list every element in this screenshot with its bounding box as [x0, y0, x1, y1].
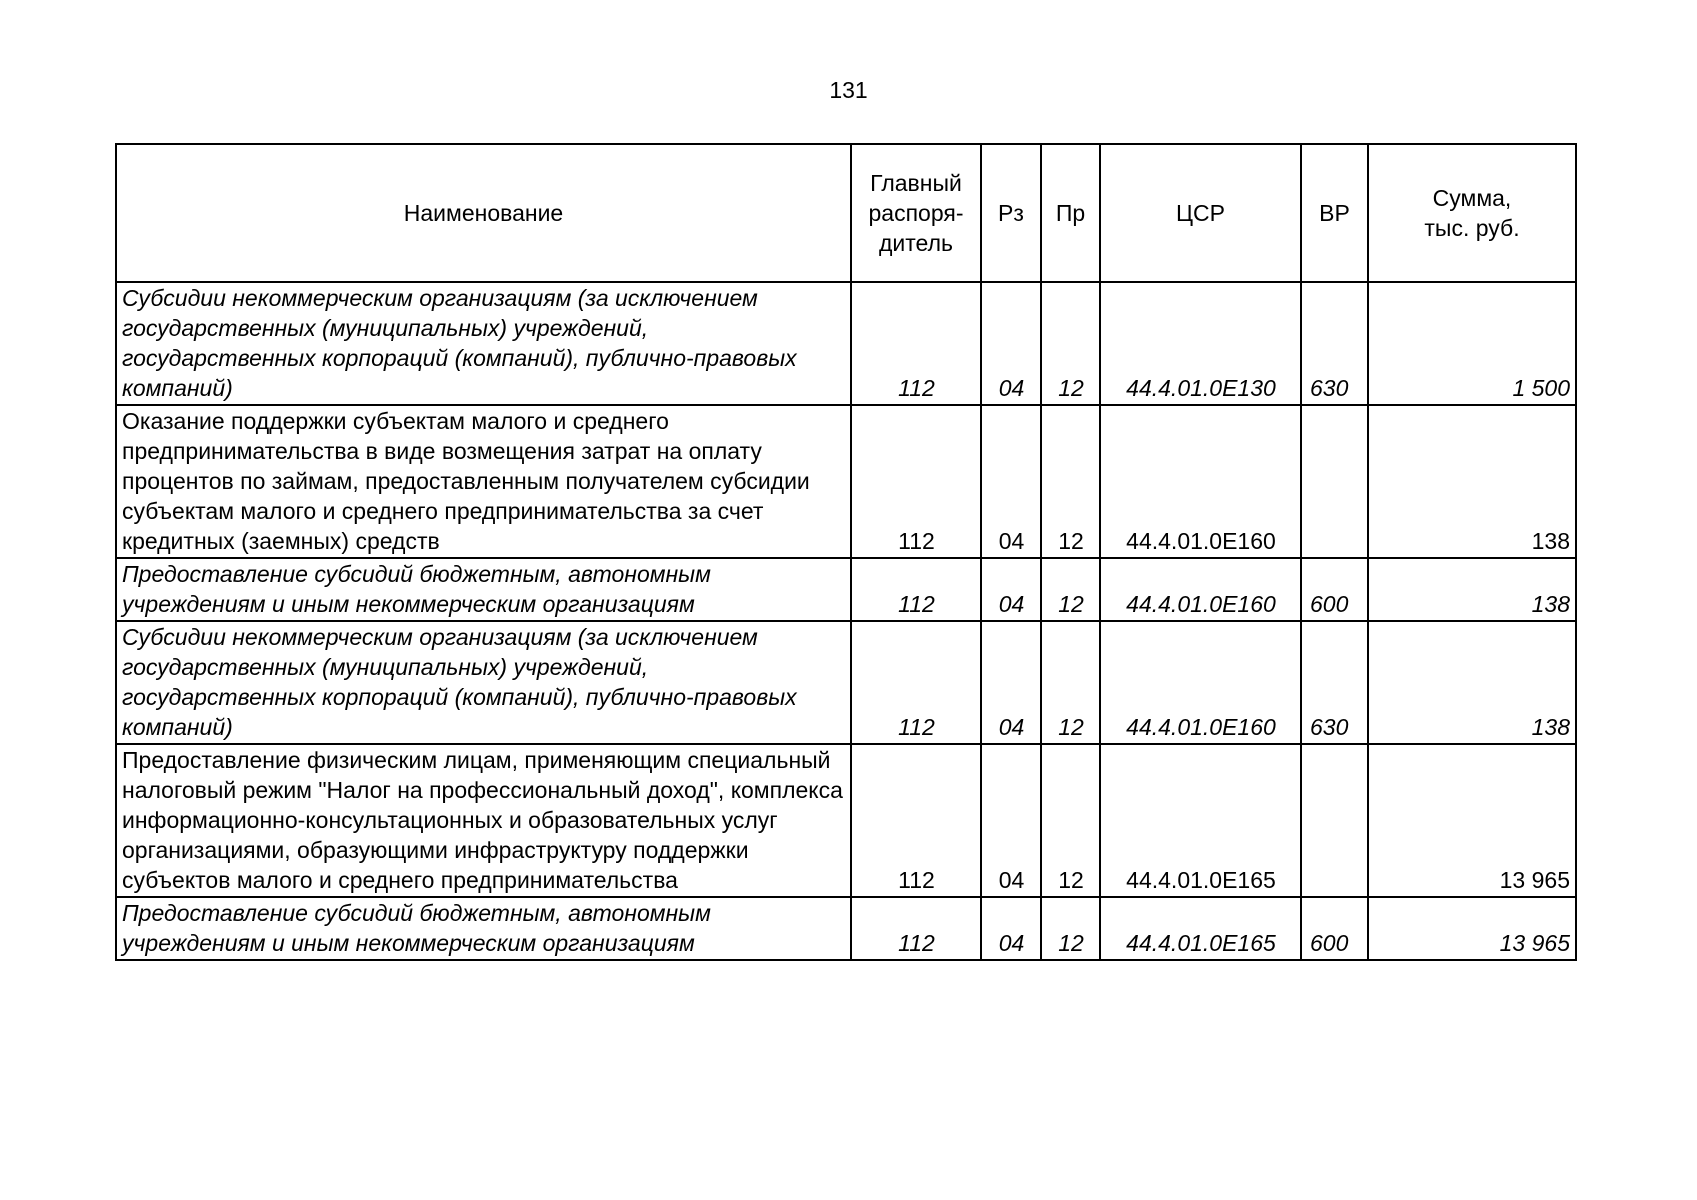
cell-sum: 1 500: [1368, 282, 1576, 405]
cell-vr: 600: [1301, 897, 1368, 960]
header-csr: ЦСР: [1100, 144, 1301, 282]
cell-rz: 04: [981, 282, 1041, 405]
cell-main-manager: 112: [851, 621, 981, 744]
table-row: [116, 621, 1576, 744]
cell-pr: 12: [1041, 621, 1100, 744]
cell-sum: 13 965: [1368, 897, 1576, 960]
cell-main-manager: 112: [851, 897, 981, 960]
header-rz: Рз: [981, 144, 1041, 282]
cell-vr: [1301, 405, 1368, 558]
cell-csr: 44.4.01.0Е165: [1100, 744, 1301, 897]
table-row: [116, 744, 1576, 897]
table-header-row: [116, 144, 1576, 282]
table-body: [116, 282, 1576, 960]
cell-csr: 44.4.01.0Е160: [1100, 621, 1301, 744]
cell-csr: 44.4.01.0Е160: [1100, 405, 1301, 558]
cell-rz: 04: [981, 405, 1041, 558]
cell-sum: 138: [1368, 405, 1576, 558]
cell-rz: 04: [981, 558, 1041, 621]
cell-rz: 04: [981, 897, 1041, 960]
cell-rz: 04: [981, 744, 1041, 897]
cell-name: Предоставление субсидий бюджетным, автономным учреждениям и иным некоммерческим организациям: [116, 897, 851, 960]
cell-rz: 04: [981, 621, 1041, 744]
cell-main-manager: 112: [851, 744, 981, 897]
cell-sum: 138: [1368, 558, 1576, 621]
cell-name: Предоставление субсидий бюджетным, автономным учреждениям и иным некоммерческим организациям: [116, 558, 851, 621]
budget-table: [115, 143, 1577, 961]
table-row: [116, 897, 1576, 960]
table-row: [116, 282, 1576, 405]
cell-pr: 12: [1041, 897, 1100, 960]
header-name: Наименование: [116, 144, 851, 282]
cell-csr: 44.4.01.0Е165: [1100, 897, 1301, 960]
cell-csr: 44.4.01.0Е130: [1100, 282, 1301, 405]
cell-pr: 12: [1041, 282, 1100, 405]
cell-pr: 12: [1041, 405, 1100, 558]
cell-vr: [1301, 744, 1368, 897]
page-number: 131: [829, 77, 868, 103]
cell-name: Предоставление физическим лицам, применяющим специальный налоговый режим "Налог на профессиональный доход", комплекса информационно-консультационных и образовательных услуг организациями, образующими инфраструктуру поддержки субъектов малого и среднего предпринимательства: [116, 744, 851, 897]
table-row: [116, 558, 1576, 621]
cell-name: Субсидии некоммерческим организациям (за исключением государственных (муниципальных) учреждений, государственных корпораций (компаний), публично-правовых компаний): [116, 621, 851, 744]
cell-pr: 12: [1041, 558, 1100, 621]
header-pr: Пр: [1041, 144, 1100, 282]
cell-sum: 13 965: [1368, 744, 1576, 897]
cell-main-manager: 112: [851, 405, 981, 558]
cell-vr: 600: [1301, 558, 1368, 621]
cell-sum: 138: [1368, 621, 1576, 744]
cell-vr: 630: [1301, 282, 1368, 405]
cell-vr: 630: [1301, 621, 1368, 744]
header-vr: ВР: [1301, 144, 1368, 282]
header-main-manager: Главный распоря- дитель: [851, 144, 981, 282]
cell-pr: 12: [1041, 744, 1100, 897]
cell-name: Субсидии некоммерческим организациям (за исключением государственных (муниципальных) учреждений, государственных корпораций (компаний), публично-правовых компаний): [116, 282, 851, 405]
cell-csr: 44.4.01.0Е160: [1100, 558, 1301, 621]
cell-name: Оказание поддержки субъектам малого и среднего предпринимательства в виде возмещения затрат на оплату процентов по займам, предоставленным получателем субсидии субъектам малого и среднего предпринимательства за счет кредитных (заемных) средств: [116, 405, 851, 558]
header-sum: Сумма, тыс. руб.: [1368, 144, 1576, 282]
cell-main-manager: 112: [851, 558, 981, 621]
cell-main-manager: 112: [851, 282, 981, 405]
table-row: [116, 405, 1576, 558]
